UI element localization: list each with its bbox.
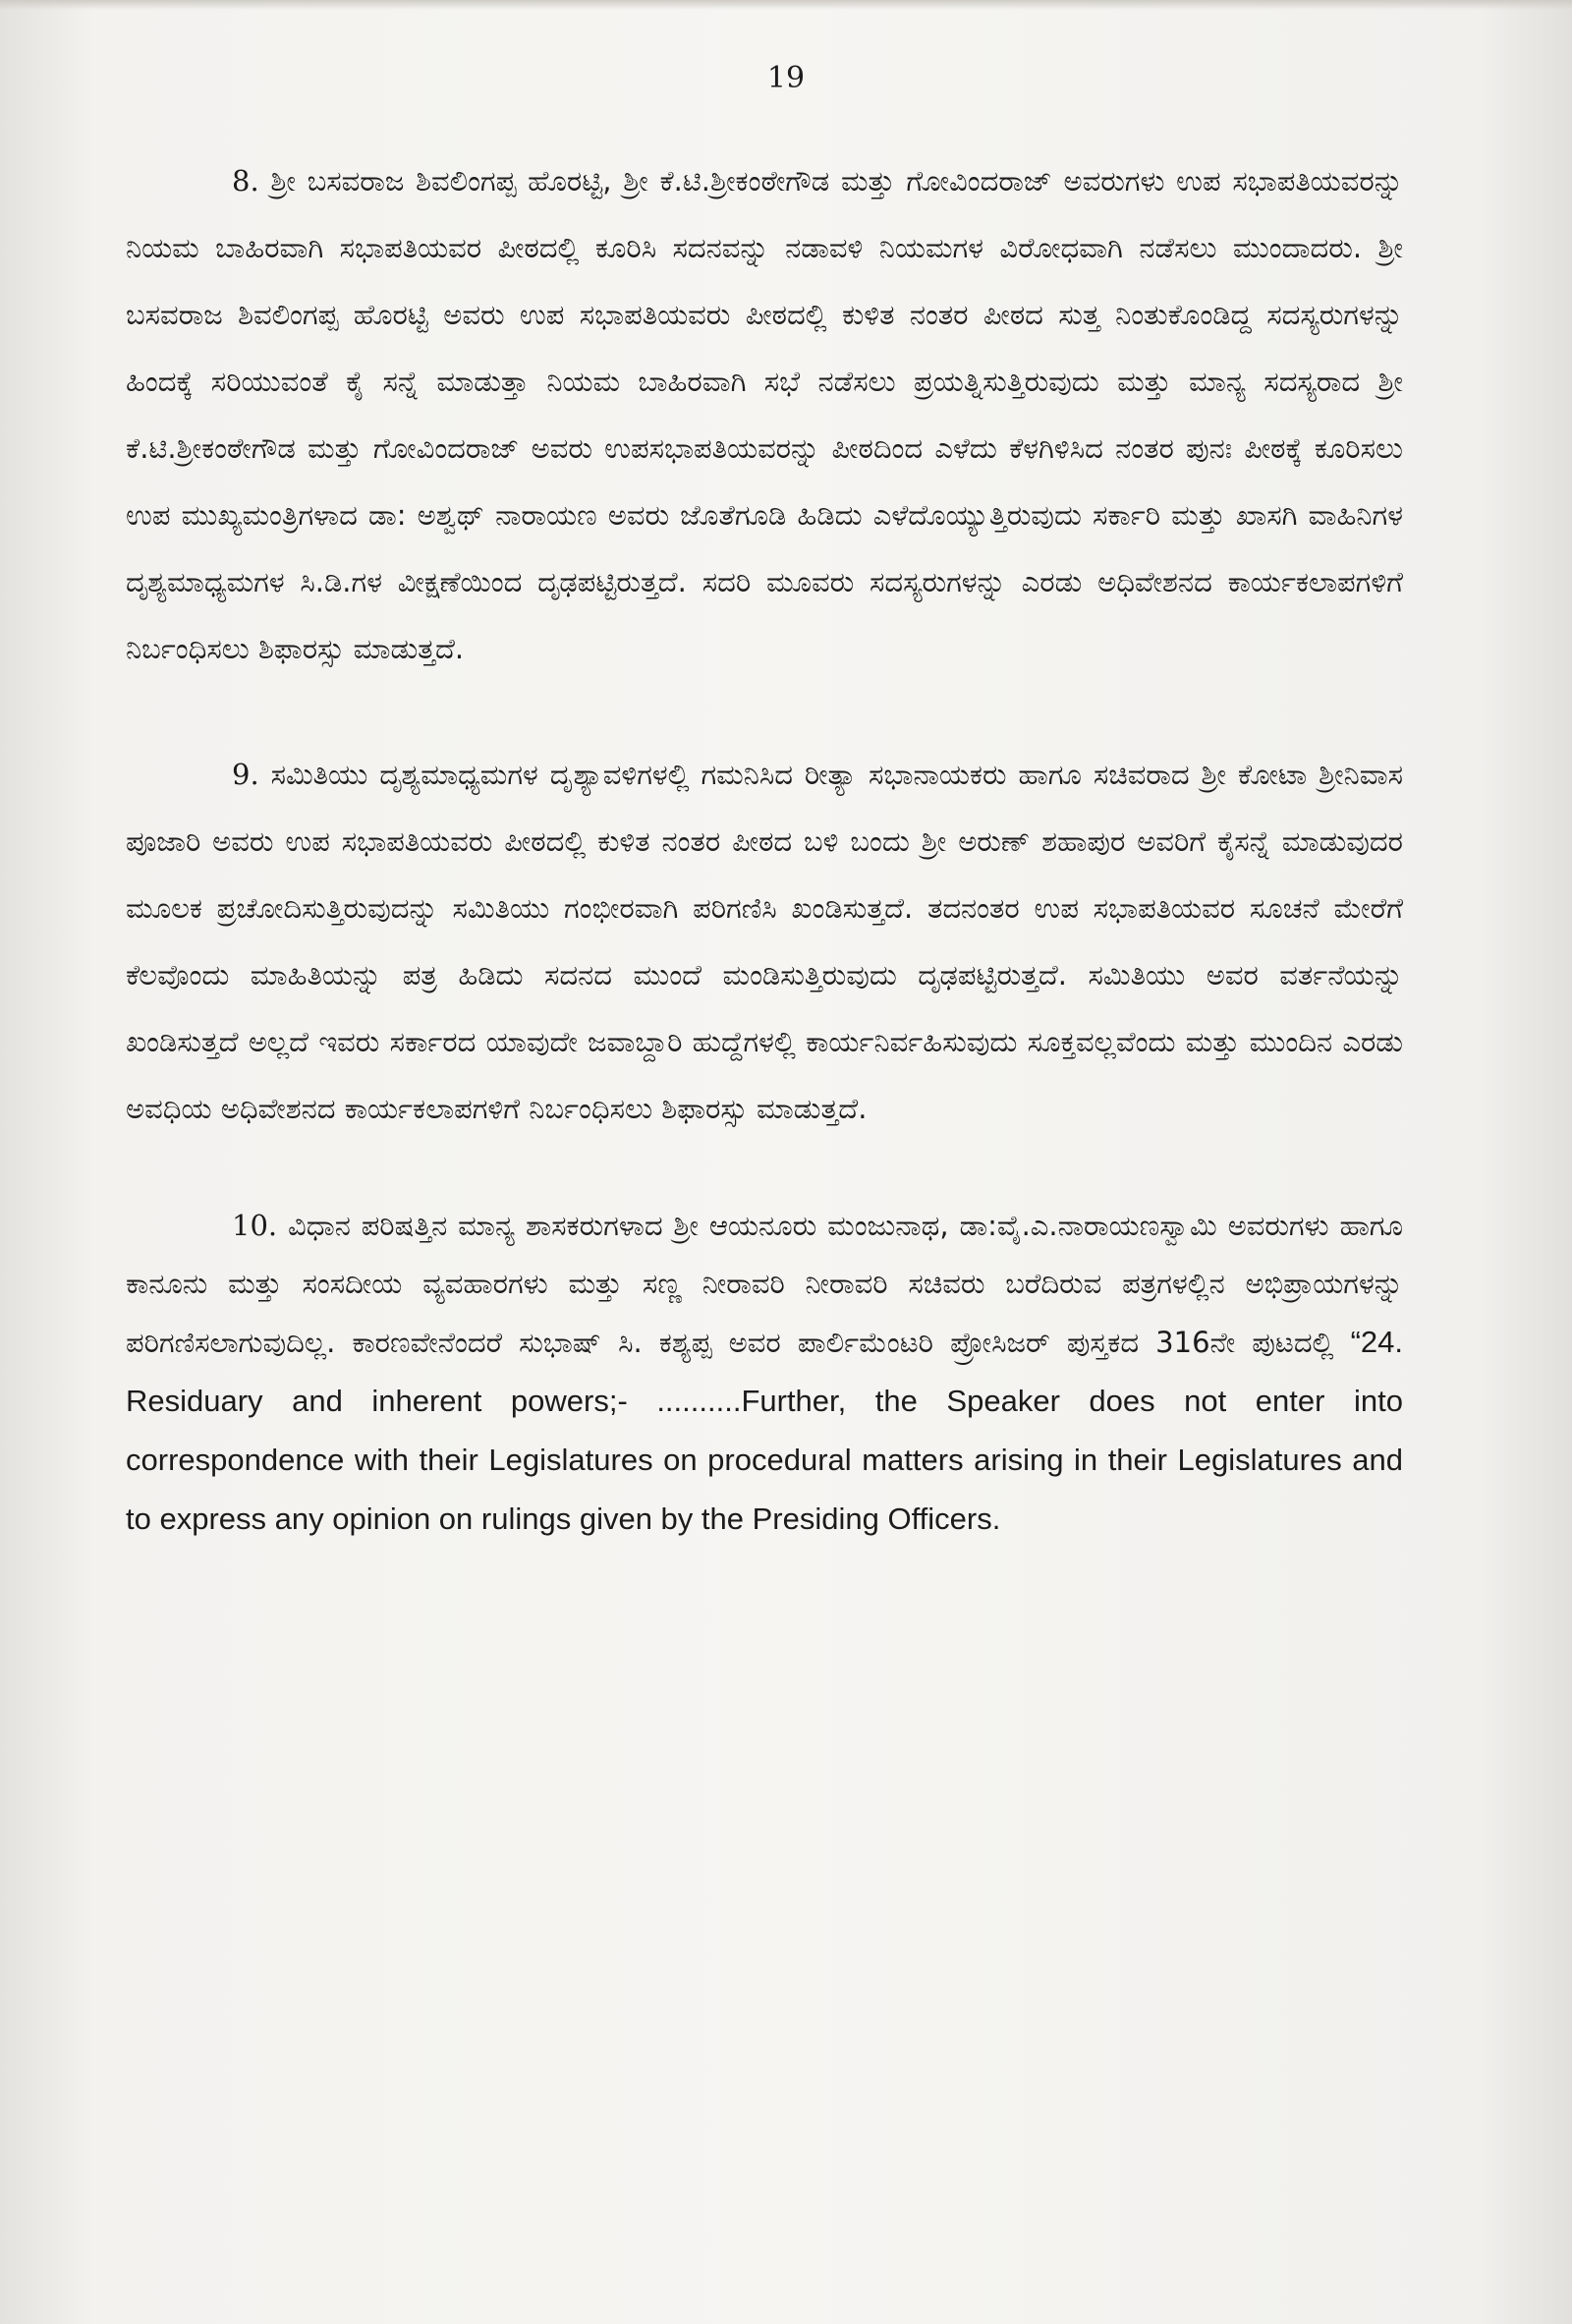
paragraph-number: 9. — [232, 758, 259, 791]
paragraph-9 — [126, 741, 1403, 1142]
paragraph-number: 10. — [232, 1209, 278, 1242]
document-body — [126, 147, 1403, 1549]
paragraph-text: ಸಮಿತಿಯು ದೃಶ್ಯಮಾಧ್ಯಮಗಳ ದೃಶ್ಯಾವಳಿಗಳಲ್ಲಿ ಗಮನಿಸಿದ ರೀತ್ಯಾ ಸಭಾನಾಯಕರು ಹಾಗೂ ಸಚಿವರಾದ ಶ್ರೀ ಕೋಟಾ ಶ್ರೀನಿವಾಸ ಪೂಜಾರಿ ಅವರು ಉಪ ಸಭಾಪತಿಯವರು ಪೀಠದಲ್ಲಿ ಕುಳಿತ ನಂತರ ಪೀಠದ ಬಳಿ ಬಂದು ಶ್ರೀ ಅರುಣ್ ಶಹಾಪುರ ಅವರಿಗೆ ಕೈಸನ್ನೆ ಮಾಡುವುದರ ಮೂಲಕ ಪ್ರಚೋದಿಸುತ್ತಿರುವುದನ್ನು ಸಮಿತಿಯು ಗಂಭೀರವಾಗಿ ಪರಿಗಣಿಸಿ ಖಂಡಿಸುತ್ತದೆ. ತದನಂತರ ಉಪ ಸಭಾಪತಿಯವರ ಸೂಚನೆ ಮೇರೆಗೆ ಕೆಲವೊಂದು ಮಾಹಿತಿಯನ್ನು ಪತ್ರ ಹಿಡಿದು ಸದನದ ಮುಂದೆ ಮಂಡಿಸುತ್ತಿರುವುದು ದೃಢಪಟ್ಟಿರುತ್ತದೆ. ಸಮಿತಿಯು ಅವರ ವರ್ತನೆಯನ್ನು ಖಂಡಿಸುತ್ತದೆ ಅಲ್ಲದೆ ಇವರು ಸರ್ಕಾರದ ಯಾವುದೇ ಜವಾಬ್ದಾರಿ ಹುದ್ದೆಗಳಲ್ಲಿ ಕಾರ್ಯನಿರ್ವಹಿಸುವುದು ಸೂಕ್ತವಲ್ಲವೆಂದು ಮತ್ತು ಮುಂದಿನ ಎರಡು ಅವಧಿಯ ಅಧಿವೇಶನದ ಕಾರ್ಯಕಲಾಪಗಳಿಗೆ ನಿರ್ಬಂಧಿಸಲು ಶಿಫಾರಸ್ಸು ಮಾಡುತ್ತದೆ. — [126, 758, 1403, 1125]
paragraph-text: ಶ್ರೀ ಬಸವರಾಜ ಶಿವಲಿಂಗಪ್ಪ ಹೊರಟ್ಟಿ, ಶ್ರೀ ಕೆ.ಟಿ.ಶ್ರೀಕಂಠೇಗೌಡ ಮತ್ತು ಗೋವಿಂದರಾಜ್ ಅವರುಗಳು ಉಪ ಸಭಾಪತಿಯವರನ್ನು ನಿಯಮ ಬಾಹಿರವಾಗಿ ಸಭಾಪತಿಯವರ ಪೀಠದಲ್ಲಿ ಕೂರಿಸಿ ಸದನವನ್ನು ನಡಾವಳಿ ನಿಯಮಗಳ ವಿರೋಧವಾಗಿ ನಡೆಸಲು ಮುಂದಾದರು. ಶ್ರೀ ಬಸವರಾಜ ಶಿವಲಿಂಗಪ್ಪ ಹೊರಟ್ಟಿ ಅವರು ಉಪ ಸಭಾಪತಿಯವರು ಪೀಠದಲ್ಲಿ ಕುಳಿತ ನಂತರ ಪೀಠದ ಸುತ್ತ ನಿಂತುಕೊಂಡಿದ್ದ ಸದಸ್ಯರುಗಳನ್ನು ಹಿಂದಕ್ಕೆ ಸರಿಯುವಂತೆ ಕೈ ಸನ್ನೆ ಮಾಡುತ್ತಾ ನಿಯಮ ಬಾಹಿರವಾಗಿ ಸಭೆ ನಡೆಸಲು ಪ್ರಯತ್ನಿಸುತ್ತಿರುವುದು ಮತ್ತು ಮಾನ್ಯ ಸದಸ್ಯರಾದ ಶ್ರೀ ಕೆ.ಟಿ.ಶ್ರೀಕಂಠೇಗೌಡ ಮತ್ತು ಗೋವಿಂದರಾಜ್ ಅವರು ಉಪಸಭಾಪತಿಯವರನ್ನು ಪೀಠದಿಂದ ಎಳೆದು ಕೆಳಗಿಳಿಸಿದ ನಂತರ ಪುನಃ ಪೀಠಕ್ಕೆ ಕೂರಿಸಲು ಉಪ ಮುಖ್ಯಮಂತ್ರಿಗಳಾದ ಡಾ: ಅಶ್ವಥ್ ನಾರಾಯಣ ಅವರು ಜೊತೆಗೂಡಿ ಹಿಡಿದು ಎಳೆದೊಯ್ಯುತ್ತಿರುವುದು ಸರ್ಕಾರಿ ಮತ್ತು ಖಾಸಗಿ ವಾಹಿನಿಗಳ ದೃಶ್ಯಮಾಧ್ಯಮಗಳ ಸಿ.ಡಿ.ಗಳ ವೀಕ್ಷಣೆಯಿಂದ ದೃಢಪಟ್ಟಿರುತ್ತದೆ. ಸದರಿ ಮೂವರು ಸದಸ್ಯರುಗಳನ್ನು ಎರಡು ಅಧಿವೇಶನದ ಕಾರ್ಯಕಲಾಪಗಳಿಗೆ ನಿರ್ಬಂಧಿಸಲು ಶಿಫಾರಸ್ಸು ಮಾಡುತ್ತದೆ. — [126, 164, 1404, 665]
paragraph-number: 8. — [232, 164, 259, 198]
page-edge-shadow — [0, 0, 1572, 10]
paragraph-10 — [126, 1197, 1403, 1549]
paragraph-8 — [126, 147, 1403, 682]
page-number: 19 — [766, 61, 806, 95]
paragraph-text: ವಿಧಾನ ಪರಿಷತ್ತಿನ ಮಾನ್ಯ ಶಾಸಕರುಗಳಾದ ಶ್ರೀ ಆಯನೂರು ಮಂಜುನಾಥ, ಡಾ:ವೈ.ಎ.ನಾರಾಯಣಸ್ವಾಮಿ ಅವರುಗಳು ಹಾಗೂ ಕಾನೂನು ಮತ್ತು ಸಂಸದೀಯ ವ್ಯವಹಾರಗಳು ಮತ್ತು ಸಣ್ಣ ನೀರಾವರಿ ನೀರಾವರಿ ಸಚಿವರು ಬರೆದಿರುವ ಪತ್ರಗಳಲ್ಲಿನ ಅಭಿಪ್ರಾಯಗಳನ್ನು ಪರಿಗಣಿಸಲಾಗುವುದಿಲ್ಲ. ಕಾರಣವೇನೆಂದರೆ ಸುಭಾಷ್ ಸಿ. ಕಶ್ಯಪ್ಪ ಅವರ ಪಾರ್ಲಿಮೆಂಟರಿ ಪ್ರೋಸಿಜರ್ ಪುಸ್ತಕದ 316ನೇ ಪುಟದಲ್ಲಿ — [126, 1209, 1403, 1359]
quoted-english-text: “24. Residuary and inherent powers;- ..........Further, the Speaker does not enter into correspondence with their Legislatures on procedural matters arising in their Legislatures and to express any opinion on rulings given by the Presiding Officers. — [126, 1325, 1404, 1536]
